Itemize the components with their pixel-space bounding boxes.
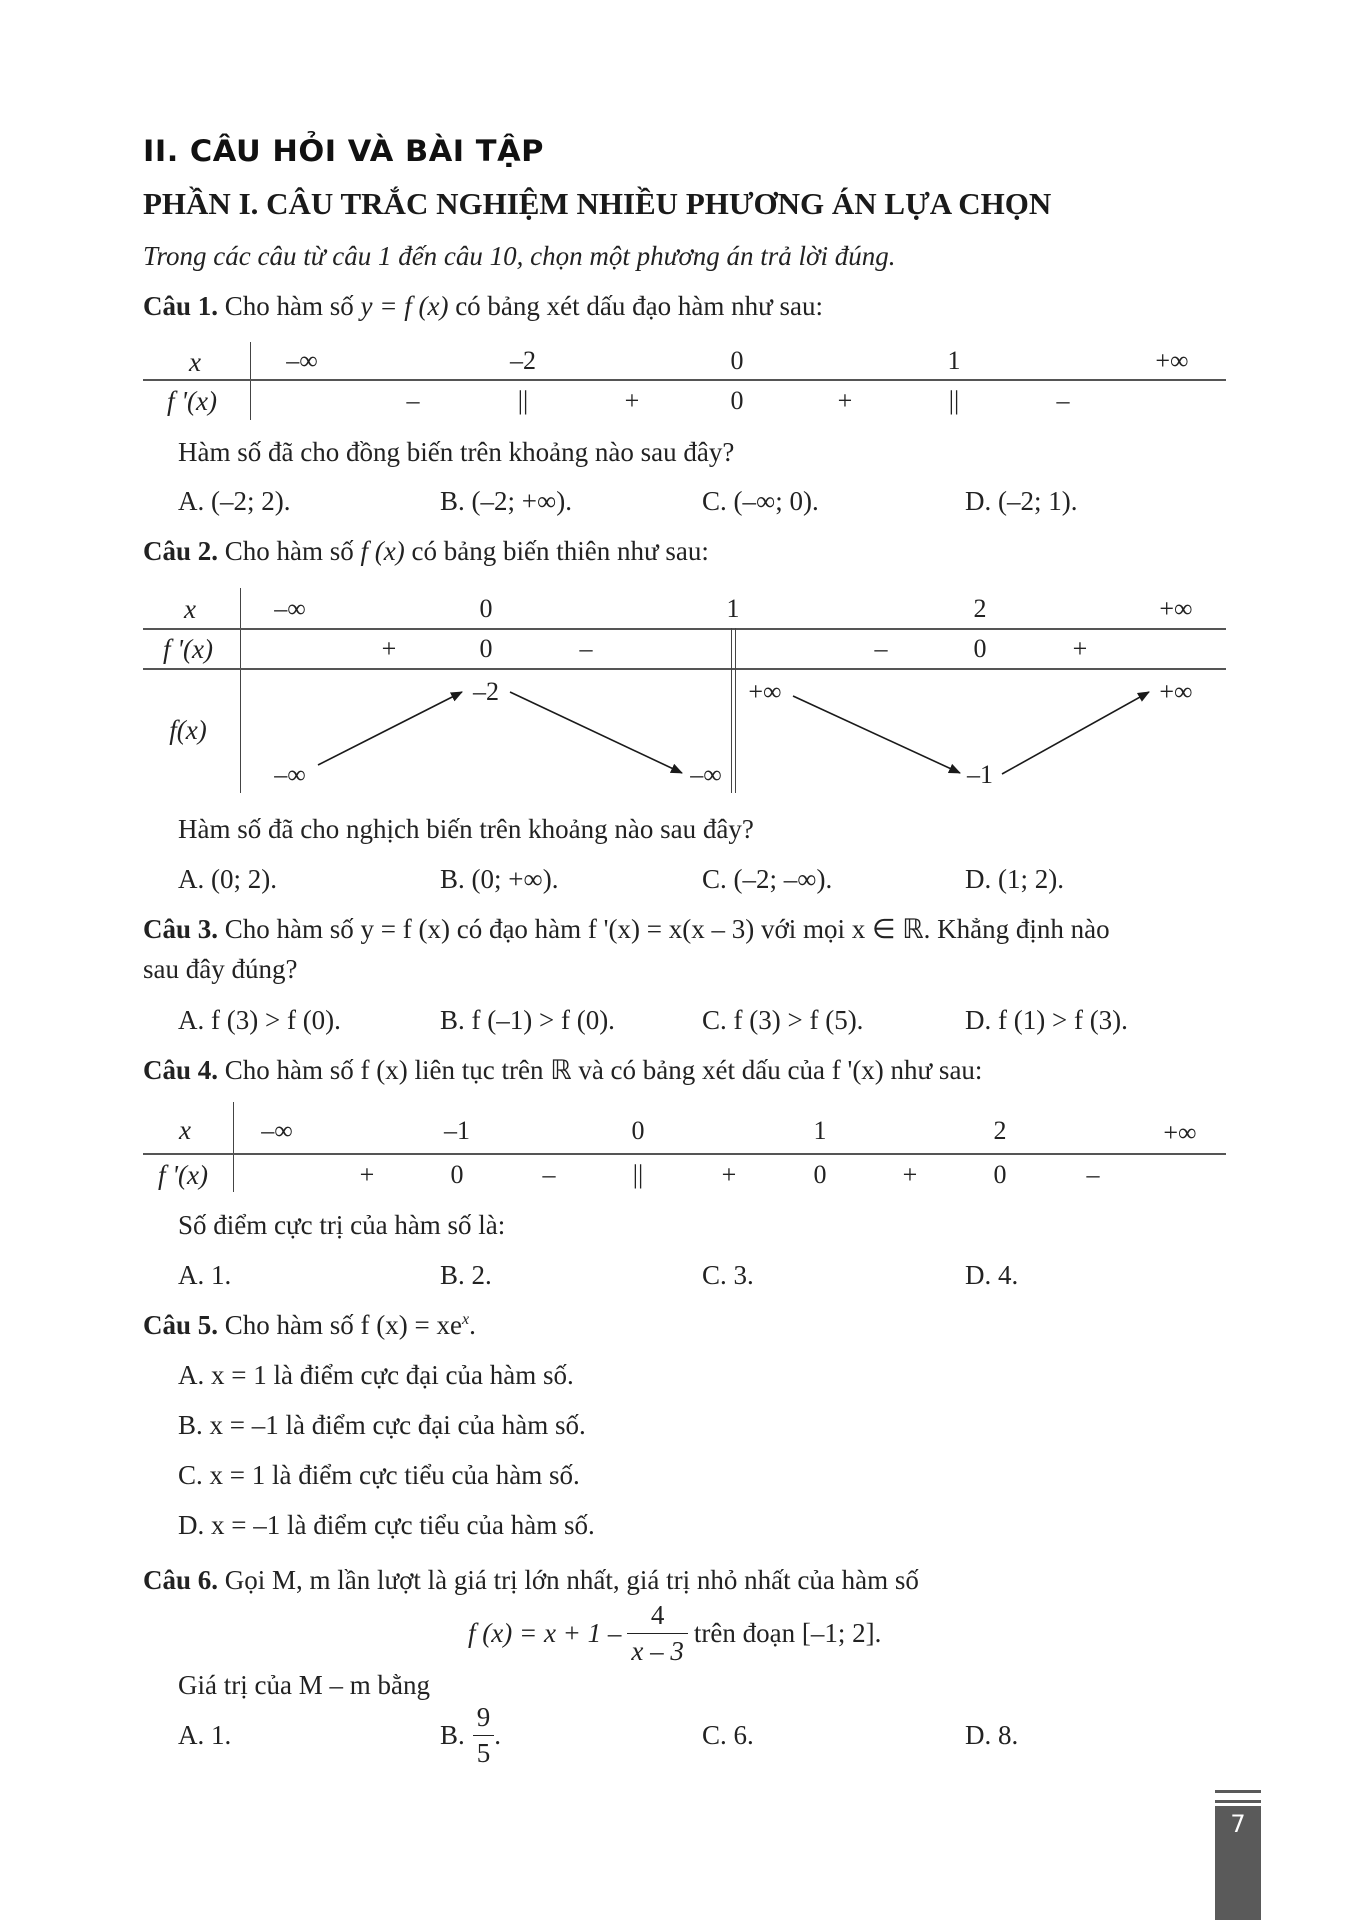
option-d[interactable]: D. 4. bbox=[965, 1260, 1019, 1290]
sign: + bbox=[381, 634, 397, 663]
x-value: –∞ bbox=[274, 594, 306, 623]
f-value: +∞ bbox=[1159, 677, 1193, 706]
sign: – bbox=[1056, 386, 1070, 415]
option-c[interactable]: C. 6. bbox=[702, 1720, 754, 1750]
option-a[interactable]: A. (0; 2). bbox=[178, 864, 277, 894]
question-3-stem: Câu 3. Cho hàm số y = f (x) có đạo hàm f '(x) = x(x – 3) với mọi x ∈ ℝ. Khẳng định nào bbox=[143, 914, 1110, 944]
f-value: –∞ bbox=[690, 760, 722, 789]
sign: + bbox=[721, 1160, 737, 1189]
option-a[interactable]: A. 1. bbox=[178, 1720, 232, 1750]
page-number: 7 bbox=[1215, 1806, 1261, 1920]
x-value: 1 bbox=[947, 346, 961, 375]
sign: + bbox=[1072, 634, 1088, 663]
fprime-label: f '(x) bbox=[163, 634, 213, 664]
x-value: –2 bbox=[510, 346, 536, 375]
sign: 0 bbox=[450, 1160, 464, 1189]
sign: || bbox=[948, 386, 960, 415]
question-4-stem: Câu 4. Cho hàm số f (x) liên tục trên ℝ và có bảng xét dấu của f '(x) như sau: bbox=[143, 1055, 983, 1085]
sign: + bbox=[902, 1160, 918, 1189]
fprime-label: f '(x) bbox=[167, 386, 217, 416]
question-label: Câu 3. bbox=[143, 914, 219, 944]
question-label: Câu 2. bbox=[143, 536, 219, 566]
f-value: –∞ bbox=[274, 760, 306, 789]
sign: || bbox=[517, 386, 529, 415]
sign: – bbox=[542, 1160, 556, 1189]
x-value: +∞ bbox=[1159, 594, 1193, 623]
page-tab-stripe bbox=[1215, 1790, 1261, 1793]
x-value: 0 bbox=[631, 1116, 645, 1145]
option-c[interactable]: C. x = 1 là điểm cực tiểu của hàm số. bbox=[178, 1460, 580, 1490]
sign: – bbox=[1086, 1160, 1100, 1189]
question-label: Câu 1. bbox=[143, 291, 219, 321]
sign: 0 bbox=[993, 1160, 1007, 1189]
sign: – bbox=[406, 386, 420, 415]
sign: 0 bbox=[973, 634, 987, 663]
x-value: 0 bbox=[730, 346, 744, 375]
option-d[interactable]: D. f (1) > f (3). bbox=[965, 1005, 1128, 1035]
option-d[interactable]: D. 8. bbox=[965, 1720, 1019, 1750]
f-label: f(x) bbox=[169, 715, 207, 745]
sign: – bbox=[579, 634, 593, 663]
x-value: –∞ bbox=[261, 1116, 293, 1145]
sign: + bbox=[359, 1160, 375, 1189]
option-a[interactable]: A. 1. bbox=[178, 1260, 232, 1290]
option-b[interactable]: B. f (–1) > f (0). bbox=[440, 1005, 615, 1035]
question-label: Câu 4. bbox=[143, 1055, 219, 1085]
x-label: x bbox=[179, 1115, 191, 1145]
f-value: +∞ bbox=[748, 677, 782, 706]
sign: || bbox=[632, 1160, 644, 1189]
increasing-arrow bbox=[318, 692, 462, 765]
option-b[interactable]: B. 2. bbox=[440, 1260, 492, 1290]
option-b[interactable]: B. (–2; +∞). bbox=[440, 486, 572, 516]
question-5-stem: Câu 5. Cho hàm số f $(x) = xe^x$. bbox=[143, 1310, 476, 1340]
option-d[interactable]: D. x = –1 là điểm cực tiểu của hàm số. bbox=[178, 1510, 595, 1540]
page-tab-stripe bbox=[1215, 1800, 1261, 1803]
part-heading: PHẦN I. CÂU TRẮC NGHIỆM NHIỀU PHƯƠNG ÁN LỰA CHỌN bbox=[143, 186, 1052, 221]
sign: 0 bbox=[479, 634, 493, 663]
sign: + bbox=[837, 386, 853, 415]
x-value: –∞ bbox=[286, 346, 318, 375]
option-a[interactable]: A. f (3) > f (0). bbox=[178, 1005, 341, 1035]
x-value: 2 bbox=[973, 594, 987, 623]
section-heading: II. CÂU HỎI VÀ BÀI TẬP bbox=[143, 134, 545, 168]
question-4-prompt: Số điểm cực trị của hàm số là: bbox=[178, 1210, 506, 1240]
question-label: Câu 5. bbox=[143, 1310, 219, 1340]
table-rule bbox=[143, 1153, 1226, 1155]
fraction: $\frac{9}{5}$ bbox=[473, 1702, 495, 1769]
sign: – bbox=[874, 634, 888, 663]
x-label: x bbox=[189, 347, 201, 377]
option-c[interactable]: C. 3. bbox=[702, 1260, 754, 1290]
question-3-stem-cont: sau đây đúng? bbox=[143, 954, 298, 984]
sign: 0 bbox=[813, 1160, 827, 1189]
option-c[interactable]: C. (–2; –∞). bbox=[702, 864, 833, 894]
sign: 0 bbox=[730, 386, 744, 415]
f-value: –1 bbox=[967, 760, 993, 789]
x-value: 2 bbox=[993, 1116, 1007, 1145]
question-2-stem: Câu 2. Cho hàm số f (x) có bảng biến thiên như sau: bbox=[143, 536, 709, 566]
x-value: 0 bbox=[479, 594, 493, 623]
option-b[interactable]: B. x = –1 là điểm cực đại của hàm số. bbox=[178, 1410, 586, 1440]
option-c[interactable]: C. f (3) > f (5). bbox=[702, 1005, 864, 1035]
sign: + bbox=[624, 386, 640, 415]
table-divider bbox=[233, 1102, 234, 1192]
x-value: +∞ bbox=[1163, 1118, 1197, 1147]
question-6-stem: Câu 6. Gọi M, m lần lượt là giá trị lớn nhất, giá trị nhỏ nhất của hàm số bbox=[143, 1565, 919, 1595]
option-c[interactable]: C. (–∞; 0). bbox=[702, 486, 819, 516]
x-value: 1 bbox=[813, 1116, 827, 1145]
question-1-stem: Câu 1. Cho hàm số y = f (x) có bảng xét dấu đạo hàm như sau: bbox=[143, 291, 823, 321]
option-d[interactable]: D. (1; 2). bbox=[965, 864, 1064, 894]
f-value: –2 bbox=[473, 677, 499, 706]
x-value: –1 bbox=[444, 1116, 470, 1145]
decreasing-arrow bbox=[510, 692, 682, 773]
option-a[interactable]: A. x = 1 là điểm cực đại của hàm số. bbox=[178, 1360, 574, 1390]
x-value: 1 bbox=[726, 594, 740, 623]
x-value: +∞ bbox=[1155, 346, 1189, 375]
question-2-prompt: Hàm số đã cho nghịch biến trên khoảng nào sau đây? bbox=[178, 814, 754, 844]
question-1-prompt: Hàm số đã cho đồng biến trên khoảng nào sau đây? bbox=[178, 437, 735, 467]
question-label: Câu 6. bbox=[143, 1565, 219, 1595]
option-a[interactable]: A. (–2; 2). bbox=[178, 486, 291, 516]
function-formula: f (x) = x + 1 – $\frac{4}{x - 3}$ trên đoạn [–1; 2]. bbox=[468, 1600, 882, 1666]
option-d[interactable]: D. (–2; 1). bbox=[965, 486, 1078, 516]
option-b[interactable]: B. (0; +∞). bbox=[440, 864, 559, 894]
fraction: $\frac{4}{x - 3}$ bbox=[627, 1600, 687, 1667]
x-label: x bbox=[184, 594, 196, 624]
option-b[interactable]: B. $\frac{9}{5}$ . bbox=[440, 1702, 502, 1768]
fprime-label: f '(x) bbox=[158, 1160, 208, 1190]
question-6-prompt: Giá trị của M – m bằng bbox=[178, 1670, 430, 1700]
instruction-text: Trong các câu từ câu 1 đến câu 10, chọn một phương án trả lời đúng. bbox=[143, 241, 896, 271]
decreasing-arrow bbox=[793, 696, 960, 773]
increasing-arrow bbox=[1002, 692, 1149, 774]
